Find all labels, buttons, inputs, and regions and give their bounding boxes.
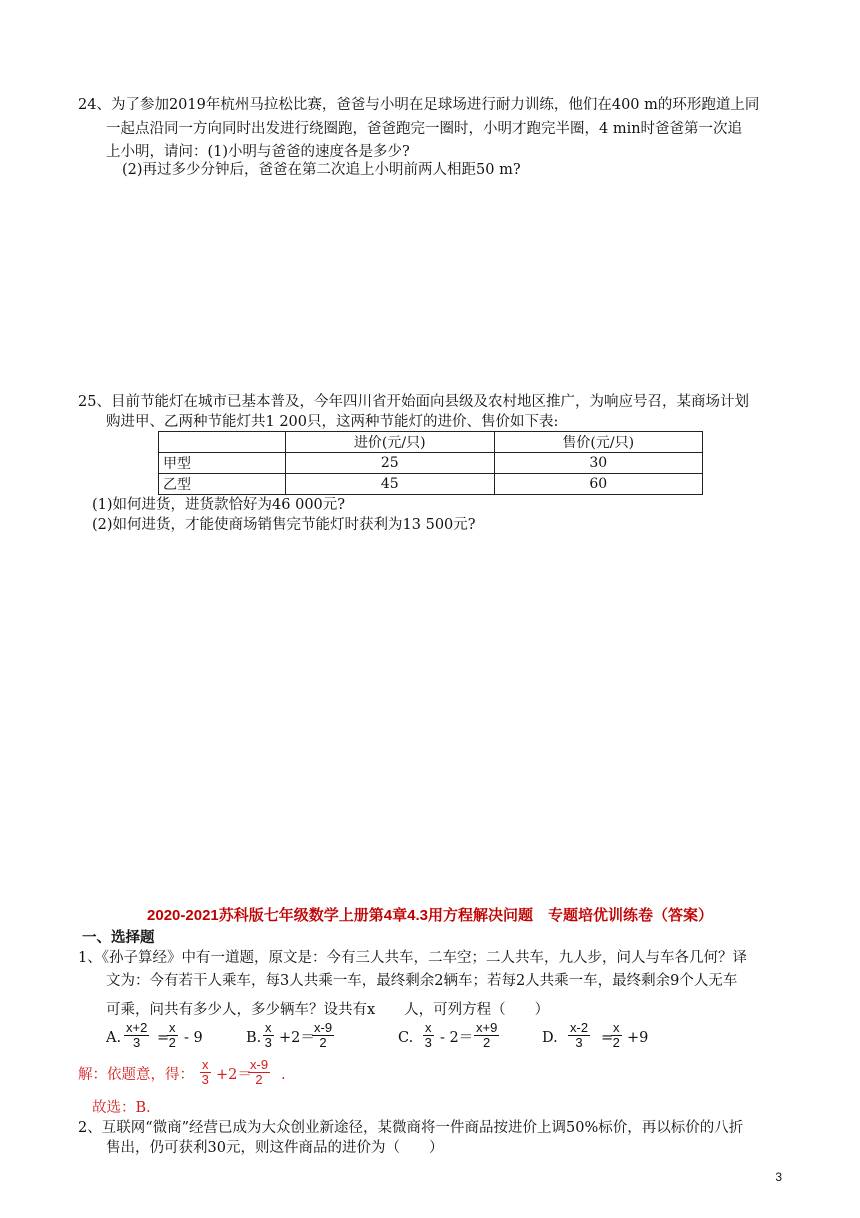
q25-line2: 购进甲、乙两种节能灯共1 200只，这两种节能灯的进价、售价如下表: bbox=[106, 414, 559, 430]
table-header-cell: 进价(元/只) bbox=[286, 432, 495, 453]
table-cell: 45 bbox=[286, 474, 495, 495]
table-cell: 乙型 bbox=[159, 474, 286, 495]
numerator: x-9 bbox=[314, 1020, 333, 1035]
q25-sub1: (1)如何进货，进货款恰好为46 000元? bbox=[92, 497, 346, 513]
option-c-fraction-right bbox=[474, 1021, 499, 1050]
numerator: x bbox=[425, 1020, 432, 1035]
answer-title: 2020-2021苏科版七年级数学上册第4章4.3用方程解决问题 专题培优训练卷（答案） bbox=[147, 907, 713, 924]
option-a-tail: - 9 bbox=[184, 1030, 203, 1046]
page-number: 3 bbox=[775, 1170, 782, 1184]
numerator: x bbox=[169, 1020, 176, 1035]
table-cell: 甲型 bbox=[159, 453, 286, 474]
table-cell: 30 bbox=[494, 453, 703, 474]
table-cell: 25 bbox=[286, 453, 495, 474]
option-a-fraction-right bbox=[167, 1021, 178, 1050]
table-header-cell: 售价(元/只) bbox=[494, 432, 703, 453]
option-d-tail: +9 bbox=[627, 1030, 649, 1046]
table-header-row bbox=[159, 432, 703, 453]
option-a-fraction-left bbox=[124, 1021, 149, 1050]
denominator: 3 bbox=[424, 1035, 432, 1050]
option-b-label: B. bbox=[246, 1030, 262, 1046]
denominator: 3 bbox=[575, 1035, 583, 1050]
table-header-cell bbox=[159, 432, 286, 453]
q2-line2: 售出，仍可获利30元，则这件商品的进价为（ ） bbox=[106, 1140, 444, 1156]
option-b-fraction-right bbox=[312, 1021, 334, 1050]
denominator: 2 bbox=[168, 1035, 176, 1050]
numerator: x bbox=[613, 1020, 620, 1035]
denominator: 2 bbox=[483, 1035, 491, 1050]
numerator: x bbox=[265, 1020, 272, 1035]
q25-sub2: (2)如何进货，才能使商场销售完节能灯时获利为13 500元? bbox=[92, 517, 476, 533]
section-heading: 一、选择题 bbox=[82, 930, 155, 946]
solution-prefix: 解：依题意，得： bbox=[78, 1067, 194, 1083]
option-c-mid: - 2＝ bbox=[440, 1030, 474, 1046]
table-row bbox=[159, 453, 703, 474]
solution-fraction-left bbox=[200, 1058, 211, 1087]
q1-line1: 1、《孙子算经》中有一道题，原文是：今有三人共车，二车空；二人共车，九人步，问人与车各几何？译 bbox=[78, 950, 747, 966]
option-b-mid: +2＝ bbox=[279, 1030, 315, 1046]
numerator: x-9 bbox=[250, 1057, 269, 1072]
option-a-equals: = bbox=[157, 1030, 170, 1046]
solution-tail: . bbox=[281, 1067, 286, 1083]
table-row bbox=[159, 474, 703, 495]
numerator: x+9 bbox=[476, 1020, 498, 1035]
solution-choice: 故选：B． bbox=[92, 1100, 161, 1116]
denominator: 2 bbox=[319, 1035, 327, 1050]
option-d-fraction-left bbox=[568, 1021, 590, 1050]
option-d-fraction-right bbox=[611, 1021, 622, 1050]
option-d-label: D. bbox=[542, 1030, 558, 1046]
q24-line4: (2)再过多少分钟后，爸爸在第二次追上小明前两人相距50 m? bbox=[122, 162, 521, 178]
numerator: x bbox=[202, 1057, 209, 1072]
q1-line3: 可乘，问共有多少人，多少辆车？设共有x 人，可列方程（ ） bbox=[106, 1002, 550, 1018]
denominator: 2 bbox=[612, 1035, 620, 1050]
option-a-label: A. bbox=[106, 1030, 122, 1046]
option-d-equals: = bbox=[601, 1030, 614, 1046]
denominator: 2 bbox=[255, 1072, 263, 1087]
q24-line3: 上小明，请问：(1)小明与爸爸的速度各是多少? bbox=[106, 144, 410, 160]
option-b-fraction-left bbox=[263, 1021, 274, 1050]
numerator: x-2 bbox=[570, 1020, 589, 1035]
denominator: 3 bbox=[201, 1072, 209, 1087]
q24-line1: 24、为了参加2019年杭州马拉松比赛，爸爸与小明在足球场进行耐力训练，他们在400 m的环形跑道上同 bbox=[78, 97, 760, 113]
denominator: 3 bbox=[264, 1035, 272, 1050]
solution-mid: +2＝ bbox=[216, 1067, 252, 1083]
option-c-fraction-left bbox=[423, 1021, 434, 1050]
denominator: 3 bbox=[133, 1035, 141, 1050]
q25-line1: 25、目前节能灯在城市已基本普及，今年四川省开始面向县级及农村地区推广，为响应号召，某商场计划 bbox=[78, 394, 749, 410]
table-cell: 60 bbox=[494, 474, 703, 495]
option-c-label: C. bbox=[398, 1030, 414, 1046]
q1-line2: 文为：今有若干人乘车，每3人共乘一车，最终剩余2辆车；若每2人共乘一车，最终剩余9个人无车 bbox=[106, 973, 738, 989]
price-table bbox=[158, 431, 703, 495]
solution-fraction-right bbox=[248, 1058, 270, 1087]
q24-line2: 一起点沿同一方向同时出发进行绕圈跑，爸爸跑完一圈时，小明才跑完半圈，4 min时爸爸第一次追 bbox=[106, 121, 743, 137]
q2-line1: 2、互联网“微商”经营已成为大众创业新途径，某微商将一件商品按进价上调50%标价，再以标价的八折 bbox=[78, 1120, 744, 1136]
numerator: x+2 bbox=[126, 1020, 148, 1035]
